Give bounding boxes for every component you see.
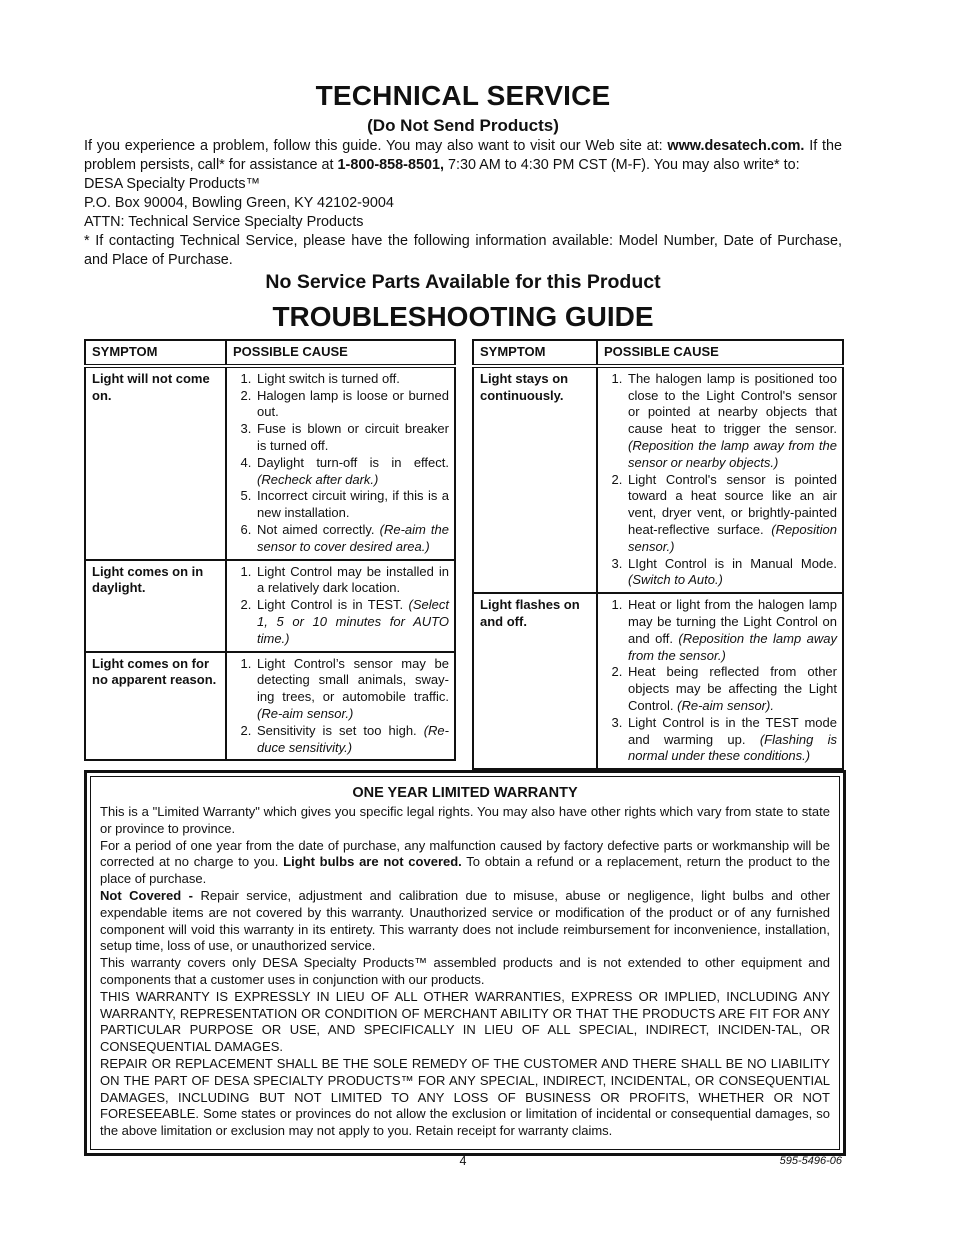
cause-item [255,723,449,757]
cause-cell [597,593,843,769]
page-title: TECHNICAL SERVICE [315,80,611,111]
cause-column-header: POSSIBLE CAUSE [226,340,455,366]
symptom-cell: Light flashes on and off. [473,593,597,769]
cause-text: Light Control is in TEST. [257,597,404,613]
cause-cell [597,366,843,593]
cause-remedy-note: (Reposition the lamp away from the sensor or nearby objects.) [628,437,837,470]
cause-item [255,388,449,422]
cause-item [626,556,837,590]
cause-remedy-note: (Re-aim the sensor to cover desired area.) [257,521,449,554]
symptom-cell: Light comes on in daylight. [85,560,226,652]
warranty-paragraph: THIS WARRANTY IS EXPRESSLY IN LIEU OF ALL OTHER WARRANTIES, EXPRESS OR IMPLIED, INCLUDING ANY WARRANTY, REPRESENTATION OR CONDITION OF MERCHANT ABILITY OR THAT THE PRODUCTS ARE FIT FOR ANY PARTICULAR PURPOSE OR USE, AND SPECIFICALLY IN LIEU OF ALL SPECIAL, INDIRECT, INCIDEN-TAL, OR CONSEQUENTIAL DAMAGES. [100,988,830,1055]
cause-text: Incorrect circuit wiring, if this is a new installation. [257,488,449,521]
cause-list [233,371,449,556]
cause-cell [226,560,455,652]
warranty-title: ONE YEAR LIMITED WARRANTY [352,785,578,801]
cause-remedy-note: (Reposition the lamp away from the sensor.) [628,630,837,663]
cause-text: Heat being reflected from other objects may be affecting the Light Control. [628,664,837,713]
cause-text: Light switch is turned off. [257,370,400,386]
symptom-cell: Light stays on continuously. [473,366,597,593]
cause-list [233,656,449,757]
phone-number[interactable]: 1-800-858-8501, [337,157,444,173]
address-line-1: DESA Specialty Products™ [84,176,260,192]
warranty-paragraph [100,838,830,888]
troubleshooting-table-right [472,339,844,770]
warranty-bulbs-not-covered: Light bulbs are not covered. [283,854,462,870]
warranty-text: To obtain a refund or a replacement, return the product to the place of purchase. [100,854,831,887]
cause-item [255,421,449,455]
table-row [85,652,455,761]
cause-remedy-note: (Re-duce sensitivity.) [257,722,449,755]
table-row [473,366,843,593]
symptom-column-header: SYMPTOM [85,340,226,366]
cause-item [255,455,449,489]
cause-list [604,371,837,589]
symptom-column-header: SYMPTOM [473,340,597,366]
not-covered-label: Not Covered - [100,887,193,903]
table-row [85,560,455,652]
cause-list [233,564,449,648]
cause-item [255,522,449,556]
no-service-parts-heading: No Service Parts Available for this Product [265,271,661,293]
table-row [85,366,455,560]
page-number: 4 [459,1154,467,1168]
warranty-paragraph: This is a "Limited Warranty" which gives you specific legal rights. You may also have other rights which vary from state to state or province to province. [100,804,830,836]
intro-section [84,137,842,270]
cause-item [255,564,449,598]
cause-list [604,597,837,765]
intro-text-a: If you experience a problem, follow this guide. You may also want to visit our Web site at: [84,138,668,154]
intro-text-b: If the problem persists, call* for assistance at [84,138,843,173]
cause-text: Sensitivity is set too high. [257,722,417,738]
warranty-paragraph [100,888,830,955]
intro-text-c: 7:30 AM to 4:30 PM CST (M-F). You may also write* to: [443,157,800,173]
cause-item [626,597,837,664]
cause-text: Light Control may be installed in a relatively dark location. [257,563,449,596]
cause-column-header: POSSIBLE CAUSE [597,340,843,366]
cause-item [626,472,837,556]
troubleshooting-table-left [84,339,456,761]
website-link[interactable]: www.desatech.com. [667,138,805,154]
warranty-text: For a period of one year from the date of purchase, any malfunction caused by factory defective parts or workmanship will be corrected at no charge to you. [100,837,830,870]
cause-text: Light Control's sensor is pointed toward a heat source like an air vent, dryer vent, or brightly-painted heat-reflective surface. [628,471,837,537]
table-row [473,593,843,769]
cause-remedy-note: (Re-aim sensor). [677,697,774,713]
cause-remedy-note: (Switch to Auto.) [628,572,723,588]
warranty-paragraph: This warranty covers only DESA Specialty Products™ assembled products and is not extended to other equipment and components that a customer uses in conjunction with our products. [100,955,830,987]
cause-item [626,715,837,765]
troubleshooting-heading: TROUBLESHOOTING GUIDE [272,301,654,332]
cause-item [626,664,837,714]
contact-note: * If contacting Technical Service, please have the following information available: Model Number, Date of Purchase, and Place of Purchase. [84,233,842,268]
cause-remedy-note: (Select 1, 5 or 10 minutes for AUTO time.) [257,597,449,646]
page-subtitle: (Do Not Send Products) [367,116,559,135]
intro-paragraph [84,137,842,175]
document-code: 595-5496-06 [779,1155,842,1167]
cause-remedy-note: (Reposition sensor.) [628,521,837,554]
symptom-cell: Light comes on for no apparent reason. [85,652,226,761]
warranty-box [84,770,846,1156]
warranty-paragraph: REPAIR OR REPLACEMENT SHALL BE THE SOLE REMEDY OF THE CUSTOMER AND THERE SHALL BE NO LIABILITY ON THE PART OF DESA SPECIALTY PRODUCTS™ FOR ANY SPECIAL, INDIRECT, INCIDENTAL, OR CONSEQUENTIAL DAMAGES, INCLUDING BUT NOT LIMITED TO ANY LOSS OF BUSINESS OR PROFITS, WHETHER OR NOT FORESEEABLE. Some states or provinces do not allow the exclusion or limitation of incidental or consequential damages, so the above limitation or exclusion may not apply to you. Retain receipt for warranty claims. [100,1055,830,1139]
cause-cell [226,652,455,761]
warranty-body [100,804,830,1140]
cause-text: Daylight turn-off is in effect. [257,454,449,470]
cause-text: Not aimed correctly. [257,521,375,537]
cause-text: Fuse is blown or circuit breaker is turned off. [257,421,449,453]
address-line-3: ATTN: Technical Service Specialty Products [84,214,364,230]
cause-item [255,488,449,522]
cause-remedy-note: (Recheck after dark.) [257,471,379,487]
cause-item [626,371,837,472]
warranty-text: Repair service, adjustment and calibration due to misuse, abuse or negligence, light bulbs and other expendable items are not covered by this warranty. Unauthorized service or modification of the product or of any furnished component will void this warranty in its entirety. This warranty does not include reimbursement for inconvenience, installation, setup time, loss of use, or unauthorized service. [100,887,831,954]
cause-item [255,597,449,647]
cause-item [255,656,449,723]
cause-text: Heat or light from the halogen lamp may be turning the Light Control on and off. [628,597,837,646]
warranty-inner-frame [90,776,840,1150]
cause-text: LIght Control is in Manual Mode. [628,555,837,571]
cause-remedy-note: (Flashing is normal under these conditions.) [628,731,837,764]
symptom-cell: Light will not come on. [85,366,226,560]
cause-item [255,371,449,388]
cause-text: Light Control’s sensor may be detecting small animals, sway-ing trees, or automobile traffic. [257,655,449,705]
cause-remedy-note: (Re-aim sensor.) [257,705,354,721]
cause-text: Light Control is in the TEST mode and warming up. [628,714,837,747]
address-line-2: P.O. Box 90004, Bowling Green, KY 42102-9004 [84,195,394,211]
cause-cell [226,366,455,560]
cause-text: Halogen lamp is loose or burned out. [257,387,449,420]
cause-text: The halogen lamp is positioned too close to the Light Control's sensor or pointed at nearby objects that cause heat to trigger the sensor. [628,370,837,437]
